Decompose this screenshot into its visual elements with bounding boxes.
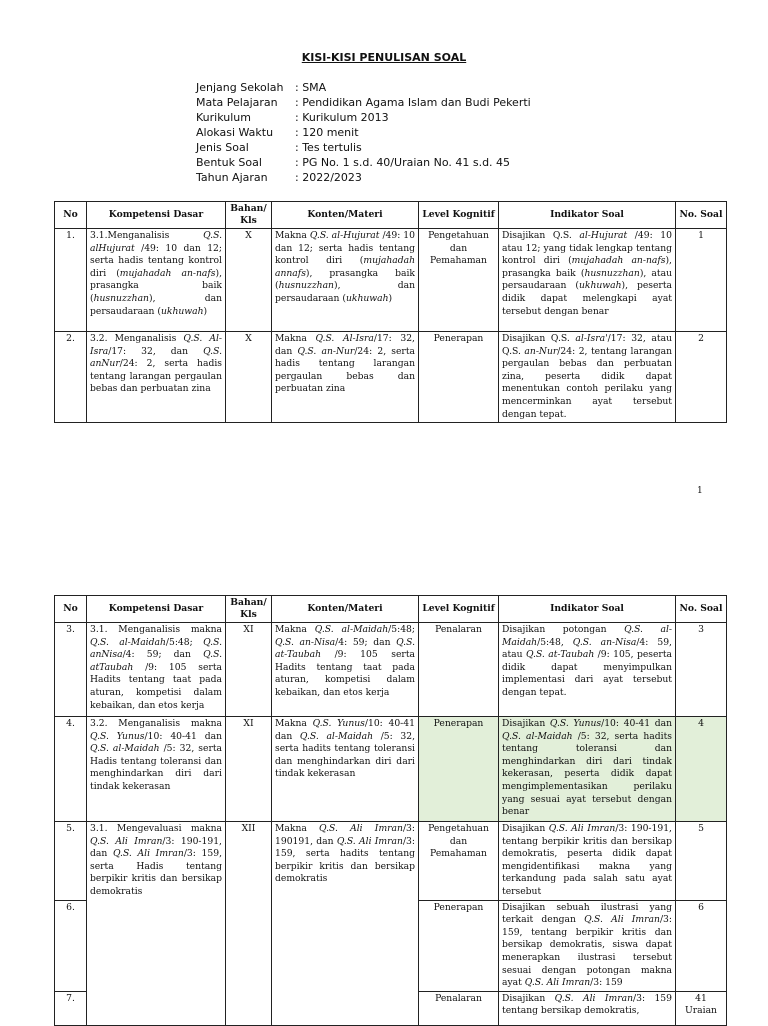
meta-row [196, 155, 531, 170]
cell-level-kognitif-highlighted: Penerapan [419, 717, 499, 822]
cell-konten-materi: Makna Q.S. Yunus/10: 40-41 dan Q.S. al-Maidah /5: 32, serta hadits tentang toleransi dan menghindarkan diri dari tindak kekerasan [272, 717, 419, 822]
meta-label: Mata Pelajaran [196, 96, 278, 109]
cell-bahan-kls: X [226, 229, 272, 332]
meta-label: Jenis Soal [196, 141, 249, 154]
cell-level-kognitif: Pengetahuan dan Pemahaman [419, 822, 499, 901]
meta-label: Kurikulum [196, 111, 251, 124]
cell-indikator-soal: Disajikan potongan Q.S. al-Maidah/5:48, Q.S. an-Nisa/4: 59, atau Q.S. at-Taubah /9: 105, peserta didik dapat menyimpulkan implementasi dari ayat tersebut dengan tepat. [499, 623, 676, 717]
cell-indikator-soal: Disajikan Q.S. Ali Imran/3: 159 tentang bersikap demokratis, [499, 991, 676, 1025]
header-indikator-soal: Indikator Soal [499, 202, 676, 229]
cell-bahan-kls: XII [226, 822, 272, 1026]
cell-kompetensi-dasar: 3.1. Mengevaluasi makna Q.S. Ali Imran/3: 190-191, dan Q.S. Ali Imran/3: 159, serta Hadis tentang berpikir kritis dan bersikap demokratis [87, 822, 226, 1026]
cell-bahan-kls: XI [226, 623, 272, 717]
cell-kompetensi-dasar: 3.2. Menganalisis makna Q.S. Yunus/10: 40-41 dan Q.S. al-Maidah /5: 32, serta Hadis tentang toleransi dan menghindarkan diri dari tindak kekerasan [87, 717, 226, 822]
header-kompetensi-dasar: Kompetensi Dasar [87, 202, 226, 229]
cell-kompetensi-dasar: 3.2. Menganalisis Q.S. Al-Isra/17: 32, dan Q.S. anNur/24: 2, serta hadis tentang larangan pergaulan bebas dan perbuatan zina [87, 332, 226, 423]
meta-block [196, 80, 531, 185]
cell-no: 7. [55, 991, 87, 1025]
cell-indikator-soal-highlighted: Disajikan Q.S. Yunus/10: 40-41 dan Q.S. al-Maidah /5: 32, serta hadits tentang toleransi dan menghindarkan diri dari tindak kekerasan, peserta didik dapat mengimplementasikan perilaku yang sesuai ayat tersebut dengan benar [499, 717, 676, 822]
cell-no-soal: 6 [676, 900, 727, 991]
meta-row [196, 110, 531, 125]
header-level-kognitif: Level Kognitif [419, 202, 499, 229]
kisi-table-page-1 [54, 201, 727, 423]
cell-no: 6. [55, 900, 87, 991]
cell-level-kognitif: Penalaran [419, 991, 499, 1025]
cell-no: 3. [55, 623, 87, 717]
table-header-row [55, 596, 727, 623]
cell-konten-materi: Makna Q.S. al-Hujurat /49: 10 dan 12; serta hadis tentang kontrol diri (mujahadah annafs), prasangka baik (husnuzzhan), dan persaudaraan (ukhuwah) [272, 229, 419, 332]
cell-indikator-soal: Disajikan sebuah ilustrasi yang terkait dengan Q.S. Ali Imran/3: 159, tentang berpikir kritis dan bersikap demokratis, siswa dapat menerapkan ilustrasi tersebut sesuai dengan potongan makna ayat Q.S. Ali Imran/3: 159 [499, 900, 676, 991]
header-level-kognitif: Level Kognitif [419, 596, 499, 623]
cell-konten-materi: Makna Q.S. Al-Isra/17: 32, dan Q.S. an-Nur/24: 2, serta hadis tentang larangan pergaulan bebas dan perbuatan zina [272, 332, 419, 423]
meta-row [196, 80, 531, 95]
header-no: No [55, 596, 87, 623]
table-header-row [55, 202, 727, 229]
header-bahan-kls: Bahan/ Kls [226, 202, 272, 229]
cell-no-soal: 3 [676, 623, 727, 717]
header-no-soal: No. Soal [676, 596, 727, 623]
header-konten-materi: Konten/Materi [272, 202, 419, 229]
cell-level-kognitif: Penalaran [419, 623, 499, 717]
cell-level-kognitif: Penerapan [419, 332, 499, 423]
header-konten-materi: Konten/Materi [272, 596, 419, 623]
cell-no-soal: 41 Uraian [676, 991, 727, 1025]
document-title: KISI-KISI PENULISAN SOAL [301, 51, 467, 64]
meta-label: Tahun Ajaran [196, 171, 268, 184]
cell-level-kognitif: Pengetahuan dan Pemahaman [419, 229, 499, 332]
cell-kompetensi-dasar: 3.1. Menganalisis makna Q.S. al-Maidah/5:48; Q.S. anNisa/4: 59; dan Q.S. atTaubah /9: 105 serta Hadits tentang taat pada aturan, kompetisi dalam kebaikan, dan etos kerja [87, 623, 226, 717]
meta-value: : 120 menit [295, 126, 359, 139]
meta-label: Bentuk Soal [196, 156, 262, 169]
meta-value: : Kurikulum 2013 [295, 111, 389, 124]
meta-value: : Pendidikan Agama Islam dan Budi Pekerti [295, 96, 531, 109]
table-row [55, 332, 727, 423]
meta-label: Alokasi Waktu [196, 126, 274, 139]
cell-no: 5. [55, 822, 87, 901]
cell-no: 4. [55, 717, 87, 822]
meta-value: : Tes tertulis [295, 141, 362, 154]
meta-row [196, 170, 531, 185]
cell-bahan-kls: X [226, 332, 272, 423]
table-row [55, 229, 727, 332]
cell-no-soal: 1 [676, 229, 727, 332]
table-row [55, 623, 727, 717]
cell-konten-materi: Makna Q.S. Ali Imran/3: 190191, dan Q.S. Ali Imran/3: 159, serta hadits tentang berpikir kritis dan bersikap demokratis [272, 822, 419, 1026]
cell-no-soal: 5 [676, 822, 727, 901]
cell-kompetensi-dasar: 3.1.Menganalisis Q.S. alHujurat /49: 10 dan 12; serta hadis tentang kontrol diri (mujahadah an-nafs), prasangka baik (husnuzzhan), dan persaudaraan (ukhuwah) [87, 229, 226, 332]
cell-no-soal: 2 [676, 332, 727, 423]
header-kompetensi-dasar: Kompetensi Dasar [87, 596, 226, 623]
header-no: No [55, 202, 87, 229]
table-row [55, 717, 727, 822]
meta-value: : SMA [295, 81, 327, 94]
cell-bahan-kls: XI [226, 717, 272, 822]
meta-value: : 2022/2023 [295, 171, 362, 184]
meta-label: Jenjang Sekolah [196, 81, 284, 94]
cell-indikator-soal: Disajikan Q.S. al-Isra'/17: 32, atau Q.S. an-Nur/24: 2, tentang larangan pergaulan bebas dan perbuatan zina, peserta didik dapat menentukan contoh perilaku yang mencerminkan ayat tersebut dengan tepat. [499, 332, 676, 423]
header-no-soal: No. Soal [676, 202, 727, 229]
meta-value: : PG No. 1 s.d. 40/Uraian No. 41 s.d. 45 [295, 156, 511, 169]
meta-row [196, 125, 531, 140]
kisi-table-page-2 [54, 595, 727, 1026]
cell-indikator-soal: Disajikan Q.S. al-Hujurat /49: 10 atau 12; yang tidak lengkap tentang kontrol diri (mujahadah an-nafs), prasangka baik (husnuzzhan), atau persaudaraan (ukhuwah), peserta didik dapat melengkapi ayat tersebut dengan benar [499, 229, 676, 332]
cell-no-soal-highlighted: 4 [676, 717, 727, 822]
cell-level-kognitif: Penerapan [419, 900, 499, 991]
header-bahan-kls: Bahan/ Kls [226, 596, 272, 623]
meta-row [196, 95, 531, 110]
meta-row [196, 140, 531, 155]
table-row [55, 822, 727, 901]
cell-no: 1. [55, 229, 87, 332]
header-indikator-soal: Indikator Soal [499, 596, 676, 623]
cell-konten-materi: Makna Q.S. al-Maidah/5:48; Q.S. an-Nisa/4: 59; dan Q.S. at-Taubah /9: 105 serta Hadits tentang taat pada aturan, kompetisi dalam kebaikan, dan etos kerja [272, 623, 419, 717]
cell-no: 2. [55, 332, 87, 423]
cell-indikator-soal: Disajikan Q.S. Ali Imran/3: 190-191, tentang berpikir kritis dan bersikap demokratis, peserta didik dapat mengidentifikasi makna yang terkandung pada salah satu ayat tersebut [499, 822, 676, 901]
page-number: 1 [697, 486, 703, 496]
